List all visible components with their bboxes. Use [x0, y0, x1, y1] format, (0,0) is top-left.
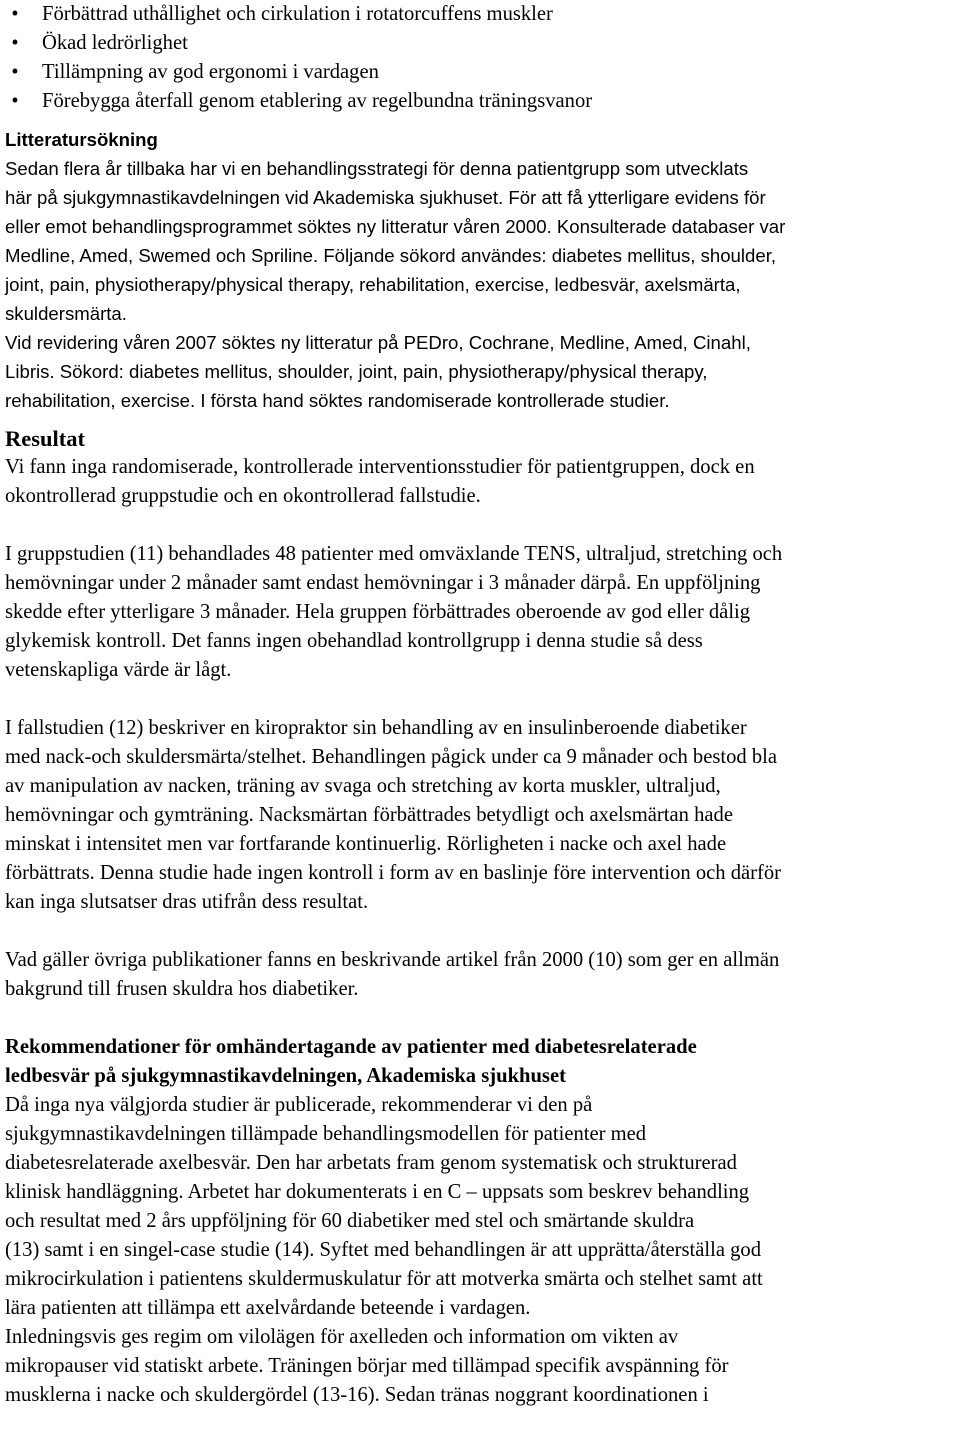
- bullet-icon: •: [11, 32, 19, 54]
- recommendations-section: [5, 1033, 957, 1410]
- results-paragraph-3: I fallstudien (12) beskriver en kiropraktor sin behandling av en insulinberoende diabetiker med nack-och skuldersmärta/stelhet. Behandlingen pågick under ca 9 månader och bestod bla av manipulation av nacken, träning av svaga och stretching av korta muskler, ultraljud, hemövningar och gymträning. Nacksmärtan förbättrades betydligt och axelsmärtan hade minskat i intensitet men var fortfarande kontinuerlig. Rörligheten i nacke och axel hade förbättrats. Denna studie hade ingen kontroll i form av en baslinje före intervention och därför kan inga slutsatser dras utifrån dess resultat.: [5, 717, 782, 913]
- list-item: • Tillämpning av god ergonomi i vardagen: [5, 58, 957, 87]
- list-item: • Förbättrad uthållighet och cirkulation i rotatorcuffens muskler: [5, 0, 957, 29]
- bullet-icon: •: [11, 90, 19, 112]
- literature-heading: Litteratursökning: [5, 129, 158, 150]
- recommendations-heading: Rekommendationer för omhändertagande av patienter med diabetesrelaterade ledbesvär på sjukgymnastikavdelningen, Akademiska sjukhuset: [5, 1036, 697, 1087]
- results-section: [5, 424, 957, 1004]
- results-paragraph-4: Vad gäller övriga publikationer fanns en beskrivande artikel från 2000 (10) som ger en allmän bakgrund till frusen skuldra hos diabetiker.: [5, 949, 780, 1000]
- list-item: • Förebygga återfall genom etablering av regelbundna träningsvanor: [5, 87, 957, 116]
- document-page: [5, 0, 957, 1410]
- literature-paragraph: Sedan flera år tillbaka har vi en behandlingsstrategi för denna patientgrupp som utvecklats här på sjukgymnastikavdelningen vid Akademiska sjukhuset. För att få ytterligare evidens för eller emot behandlingsprogrammet söktes ny litteratur våren 2000. Konsulterade databaser var Medline, Amed, Swemed och Spriline. Följande sökord användes: diabetes mellitus, shoulder, joint, pain, physiotherapy/physical therapy, rehabilitation, exercise, ledbesvär, axelsmärta, skuldersmärta. Vid revidering våren 2007 söktes ny litteratur på PEDro, Cochrane, Medline, Amed, Cinahl, Libris. Sökord: diabetes mellitus, shoulder, joint, pain, physiotherapy/physical therapy, rehabilitation, exercise. I första hand söktes randomiserade kontrollerade studier.: [5, 158, 786, 411]
- results-paragraph-2: I gruppstudien (11) behandlades 48 patienter med omväxlande TENS, ultraljud, stretching och hemövningar under 2 månader samt endast hemövningar i 3 månader därpå. En uppföljning skedde efter ytterligare 3 månader. Hela gruppen förbättrades oberoende av god eller dålig glykemisk kontroll. Det fanns ingen obehandlad kontrollgrupp i denna studie så dess vetenskapliga värde är lågt.: [5, 543, 783, 681]
- recommendations-paragraph: Då inga nya välgjorda studier är publicerade, rekommenderar vi den på sjukgymnastikavdelningen tillämpade behandlingsmodellen för patienter med diabetesrelaterade axelbesvär. Den har arbetats fram genom systematisk och strukturerad klinisk handläggning. Arbetet har dokumenterats i en C – uppsats som beskrev behandling och resultat med 2 års uppföljning för 60 diabetiker med stel och smärtande skuldra (13) samt i en singel-case studie (14). Syftet med behandlingen är att upprätta/återställa god mikrocirkulation i patientens skuldermuskulatur för att motverka smärta och stelhet samt att lära patienten att tillämpa ett axelvårdande beteende i vardagen. Inledningsvis ges regim om vilolägen för axelleden och information om vikten av mikropauser vid statiskt arbete. Träningen börjar med tillämpad specifik avspänning för musklerna i nacke och skuldergördel (13-16). Sedan tränas noggrant koordinationen i: [5, 1094, 763, 1406]
- bullet-icon: •: [11, 61, 19, 83]
- list-item: • Ökad ledrörlighet: [5, 29, 957, 58]
- literature-section: [5, 125, 957, 415]
- bullet-icon: •: [11, 3, 19, 25]
- results-heading: Resultat: [5, 426, 85, 451]
- goal-list: [5, 0, 957, 116]
- results-paragraph-1: Vi fann inga randomiserade, kontrollerade interventionsstudier för patientgruppen, dock en okontrollerad gruppstudie och en okontrollerad fallstudie.: [5, 456, 755, 507]
